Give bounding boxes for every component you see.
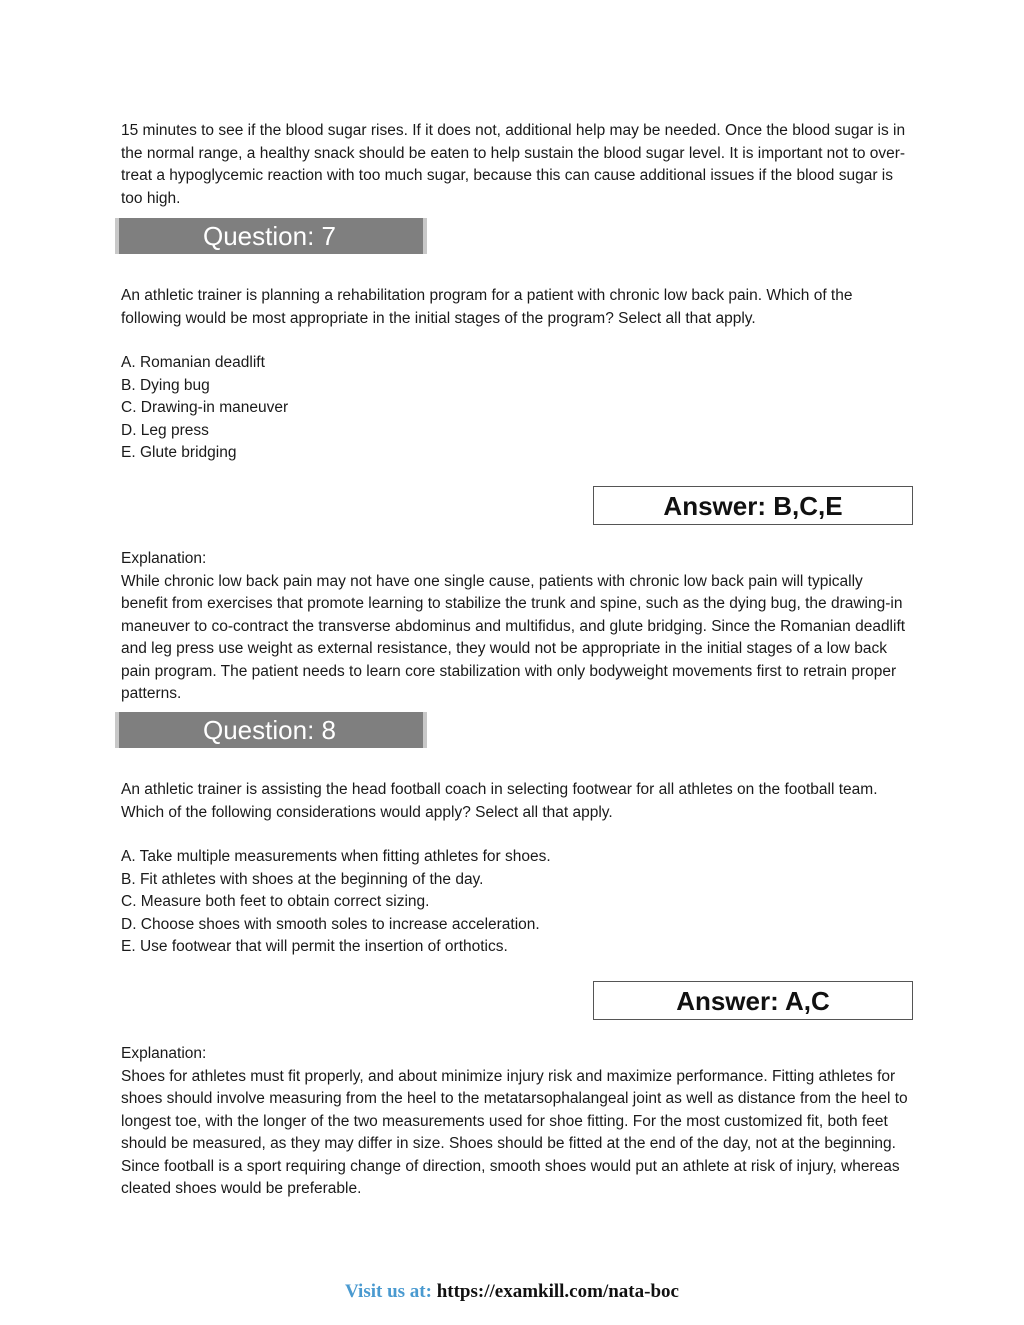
question-7-answer-box	[593, 486, 913, 525]
footer-label: Visit us at:	[345, 1281, 432, 1302]
question-7-title: Question: 7	[203, 221, 336, 251]
explanation-text: Shoes for athletes must fit properly, and about minimize injury risk and maximize performance. Fitting athletes for shoes should involve measuring from the heel to the metatarsophalangeal joint as well as distance from the heel to longest toe, with the longer of the two measurements used for shoe fitting. For the most customized fit, both feet should be measured, as they may differ in size. Shoes should be fitted at the end of the day, not at the beginning. Since football is a sport requiring change of direction, smooth shoes would put an athlete at risk of injury, whereas cleated shoes would be preferable.	[121, 1067, 908, 1197]
question-7-body	[121, 285, 911, 465]
option-a: A. Take multiple measurements when fitting athletes for shoes.	[121, 848, 551, 865]
option-e: E. Glute bridging	[121, 444, 237, 461]
question-7-options	[121, 352, 911, 465]
option-d: D. Choose shoes with smooth soles to increase acceleration.	[121, 915, 540, 933]
question-8-title: Question: 8	[203, 715, 336, 745]
option-c: C. Measure both feet to obtain correct sizing.	[121, 893, 430, 910]
option-b: B. Fit athletes with shoes at the beginning of the day.	[121, 870, 484, 888]
question-7-explanation	[121, 548, 911, 706]
footer	[0, 1281, 1024, 1303]
question-8-options	[121, 846, 911, 959]
question-8-stem: An athletic trainer is assisting the head football coach in selecting footwear for all athletes on the football team. Which of the following considerations would apply? Select all that apply.	[121, 781, 878, 821]
question-7-stem: An athletic trainer is planning a rehabilitation program for a patient with chronic low back pain. Which of the following would be most appropriate in the initial stages of the program? Select all that apply.	[121, 287, 853, 327]
explanation-label: Explanation:	[121, 1045, 207, 1062]
question-8-answer: Answer: A,C	[676, 986, 830, 1016]
question-8-body	[121, 779, 911, 959]
footer-link[interactable]: https://examkill.com/nata-boc	[436, 1281, 679, 1302]
explanation-label: Explanation:	[121, 550, 207, 567]
question-8-explanation	[121, 1043, 911, 1201]
option-c: C. Drawing-in maneuver	[121, 399, 289, 416]
question-7-header	[115, 218, 427, 254]
explanation-text: While chronic low back pain may not have one single cause, patients with chronic low back pain will typically benefit from exercises that promote learning to stabilize the trunk and spine, such as the dying bug, the drawing-in maneuver to co-contract the transverse abdominus and multifidus, and glute bridging. Since the Romanian deadlift and leg press use weight as external resistance, they would not be appropriate in the initial stages of a low back pain program. The patient needs to learn core stabilization with only bodyweight movements first to retrain proper patterns.	[121, 572, 906, 702]
intro-text: 15 minutes to see if the blood sugar rises. If it does not, additional help may be needed. Once the blood sugar is in the normal range, a healthy snack should be eaten to help sustain the blood sugar level. It is important not to over-treat a hypoglycemic reaction with too much sugar, because this can cause additional issues if the blood sugar is too high.	[121, 122, 906, 207]
option-d: D. Leg press	[121, 421, 209, 439]
option-a: A. Romanian deadlift	[121, 354, 265, 371]
option-b: B. Dying bug	[121, 376, 210, 394]
question-8-answer-box	[593, 981, 913, 1020]
question-8-header	[115, 712, 427, 748]
option-e: E. Use footwear that will permit the insertion of orthotics.	[121, 938, 508, 955]
intro-paragraph	[121, 120, 911, 210]
question-7-answer: Answer: B,C,E	[663, 491, 843, 521]
